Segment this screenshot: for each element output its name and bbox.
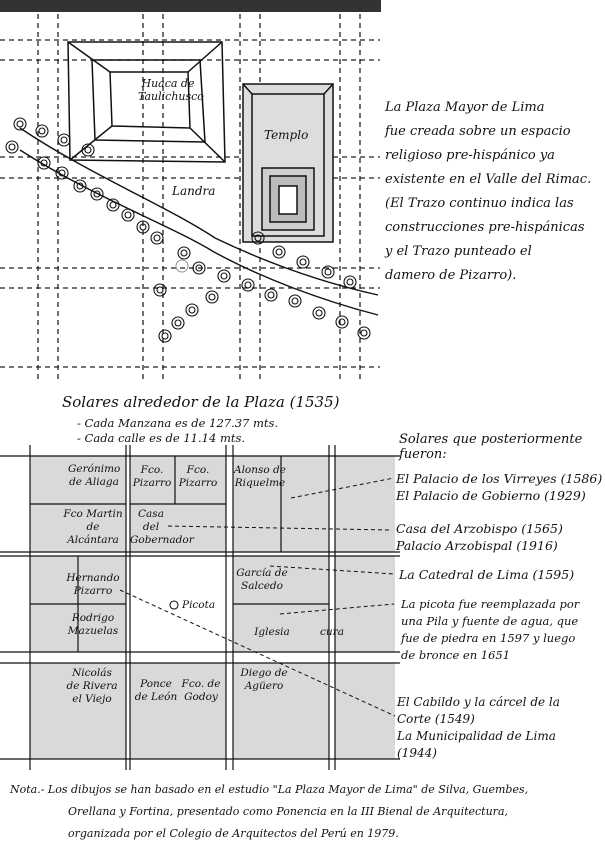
block-label-garcia: García de Salcedo bbox=[236, 567, 288, 592]
footer-line: Nota.- Los dibujos se han basado en el estudio "La Plaza Mayor de Lima" de Silva, Guembes, bbox=[10, 783, 529, 796]
entry-catedral bbox=[399, 566, 574, 583]
note-line: existente en el Valle del Rimac. bbox=[385, 172, 592, 187]
block-label-casa-gobernador: Casa del Gobernador bbox=[130, 508, 194, 546]
block-label-fco-pizarro-2: Fco. Pizarro bbox=[178, 464, 218, 489]
block-label-rodrigo: Rodrigo Mazuelas bbox=[67, 612, 119, 637]
entry-municipalidad bbox=[397, 694, 560, 762]
block-label-fco-godoy: Fco. de Godoy bbox=[181, 678, 221, 703]
history-note bbox=[385, 96, 603, 288]
entry-line: Corte (1549) bbox=[397, 712, 475, 726]
block-label-diego: Diego de Agüero bbox=[240, 667, 288, 692]
block-label-ponce: Ponce de León bbox=[134, 678, 178, 703]
note-line: (El Trazo continuo indica las bbox=[385, 196, 574, 211]
entry-palacio-arzobispal bbox=[396, 520, 563, 554]
footer-line: Orellana y Fortina, presentado como Ponencia en la III Bienal de Arquitectura, bbox=[68, 805, 508, 818]
note-line: La Plaza Mayor de Lima bbox=[385, 100, 545, 115]
entry-line: Casa del Arzobispo (1565) bbox=[396, 521, 563, 536]
block-label-alonso: Alonso de Riquelme bbox=[233, 464, 286, 489]
note-line: construcciones pre-hispánicas bbox=[385, 220, 585, 235]
huaca-label: Huaca de Taulichusco bbox=[138, 77, 204, 103]
block-label-fco-martin: Fco Martin de Alcántara bbox=[63, 508, 123, 546]
entry-line: El Palacio de Gobierno (1929) bbox=[396, 488, 586, 503]
block-label-fco-pizarro-1: Fco. Pizarro bbox=[132, 464, 172, 489]
note-line: religioso pre-hispánico ya bbox=[385, 148, 555, 163]
solares-sub-calle: - Cada calle es de 11.14 mts. bbox=[77, 431, 246, 445]
entry-line: de bronce en 1651 bbox=[401, 648, 511, 662]
entry-line: La Catedral de Lima (1595) bbox=[399, 567, 575, 582]
entry-line: La Municipalidad de Lima bbox=[397, 729, 556, 743]
landra-label: Landra bbox=[172, 184, 216, 198]
note-line: damero de Pizarro). bbox=[385, 268, 517, 283]
picota-marker bbox=[170, 601, 178, 609]
footer-note bbox=[10, 779, 528, 845]
entry-line: El Palacio de los Virreyes (1586) bbox=[396, 471, 603, 486]
picota-label: Picota bbox=[182, 599, 216, 611]
entry-palacio-gobierno bbox=[396, 470, 602, 504]
entry-line: La picota fue reemplazada por bbox=[401, 597, 580, 611]
entry-line: (1944) bbox=[397, 746, 437, 760]
block-label-nicolas: Nicolás de Rivera el Viejo bbox=[66, 667, 118, 705]
note-line: fue creada sobre un espacio bbox=[385, 124, 571, 139]
footer-line: organizada por el Colegio de Arquitectos del Perú en 1979. bbox=[68, 827, 399, 840]
block-label-iglesia: Iglesia bbox=[254, 626, 290, 638]
templo-label: Templo bbox=[264, 128, 309, 142]
block-label-cura: cura bbox=[320, 626, 344, 638]
entry-picota bbox=[401, 596, 579, 664]
block-label-geronimo: Gerónimo de Aliaga bbox=[68, 463, 121, 488]
note-line: y el Trazo punteado el bbox=[385, 244, 532, 259]
entry-line: una Pila y fuente de agua, que bbox=[401, 614, 579, 628]
solares-title: Solares alrededor de la Plaza (1535) bbox=[62, 393, 340, 411]
block-label-hernando: Hernando Pizarro bbox=[66, 572, 120, 597]
entry-line: Palacio Arzobispal (1916) bbox=[396, 538, 558, 553]
later-heading: Solares que posteriormente fueron: bbox=[399, 432, 583, 462]
entry-line: fue de piedra en 1597 y luego bbox=[401, 631, 576, 645]
templo-building bbox=[243, 84, 333, 242]
entry-line: El Cabildo y la cárcel de la bbox=[397, 695, 560, 709]
solares-sub-manzana: - Cada Manzana es de 127.37 mts. bbox=[77, 416, 279, 430]
